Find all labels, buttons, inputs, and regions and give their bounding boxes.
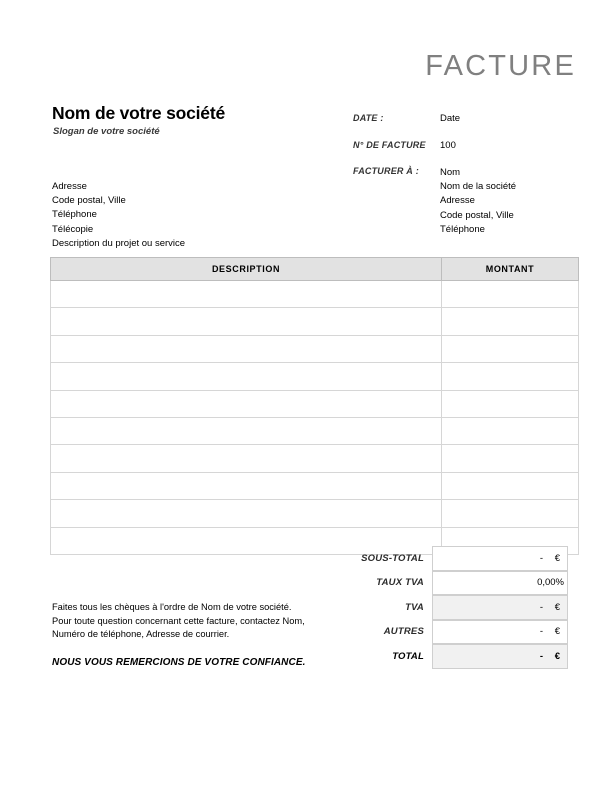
- bill-to-line: Nom de la société: [440, 181, 517, 193]
- cell-description[interactable]: [51, 335, 442, 362]
- cell-description[interactable]: [51, 390, 442, 417]
- totals-amount: -: [539, 552, 543, 564]
- table-row: [51, 308, 579, 335]
- totals-amount: -: [539, 601, 543, 613]
- totals-row: [300, 571, 576, 596]
- table-row: [51, 445, 579, 472]
- totals-value-field[interactable]: [432, 644, 568, 669]
- footer-notes: [52, 601, 305, 642]
- bill-to-line: Téléphone: [440, 223, 485, 235]
- footer-note-line: Numéro de téléphone, Adresse de courrier.: [52, 629, 230, 640]
- totals-amount: -: [539, 626, 543, 638]
- bill-to-line: Code postal, Ville: [440, 209, 514, 221]
- invoice-number-value[interactable]: 100: [440, 140, 456, 151]
- column-header-amount: MONTANT: [442, 258, 579, 281]
- totals-value-field[interactable]: [432, 595, 568, 620]
- cell-amount[interactable]: [442, 417, 579, 444]
- cell-amount[interactable]: [442, 390, 579, 417]
- cell-description[interactable]: [51, 445, 442, 472]
- thank-you-message: NOUS VOUS REMERCIONS DE VOTRE CONFIANCE.: [52, 657, 306, 668]
- totals-row: [300, 546, 576, 571]
- table-row: [51, 417, 579, 444]
- totals-amount: 0,00%: [537, 577, 564, 589]
- cell-amount[interactable]: [442, 445, 579, 472]
- bill-to-line: Nom: [440, 167, 461, 178]
- table-header-row: [51, 258, 579, 281]
- page-title: FACTURE: [425, 50, 576, 82]
- bill-to-label: FACTURER À :: [353, 166, 419, 176]
- company-slogan: Slogan de votre société: [53, 126, 160, 137]
- currency-symbol: €: [554, 626, 560, 638]
- date-value[interactable]: Date: [440, 113, 461, 124]
- totals-row: [300, 620, 576, 645]
- cell-description[interactable]: [51, 417, 442, 444]
- column-header-description: DESCRIPTION: [51, 258, 442, 281]
- cell-description[interactable]: [51, 363, 442, 390]
- totals-amount: -: [539, 650, 543, 662]
- cell-description[interactable]: [51, 308, 442, 335]
- totals-value-field[interactable]: [432, 620, 568, 645]
- table-row: [51, 335, 579, 362]
- totals-row: [300, 595, 576, 620]
- cell-amount[interactable]: [442, 308, 579, 335]
- bill-to-block[interactable]: [440, 166, 516, 237]
- cell-amount[interactable]: [442, 363, 579, 390]
- footer-note-line: Faites tous les chèques à l'ordre de Nom de votre société.: [52, 602, 292, 612]
- cell-amount[interactable]: [442, 281, 579, 308]
- totals-value-field[interactable]: [432, 571, 568, 596]
- totals-row: [300, 644, 576, 669]
- invoice-number-label: N° DE FACTURE: [353, 140, 426, 150]
- currency-symbol: €: [554, 601, 560, 613]
- currency-symbol: €: [554, 552, 560, 564]
- company-name: Nom de votre société: [52, 103, 225, 123]
- totals-label: TAUX TVA: [376, 577, 424, 589]
- date-label: DATE :: [353, 113, 384, 123]
- totals-label: TVA: [405, 601, 424, 613]
- table-row: [51, 363, 579, 390]
- table-row: [51, 281, 579, 308]
- table-row: [51, 472, 579, 499]
- currency-symbol: €: [554, 650, 560, 662]
- cell-description[interactable]: [51, 500, 442, 527]
- sender-address-line: Code postal, Ville: [52, 195, 126, 207]
- sender-address-block[interactable]: [52, 180, 126, 237]
- sender-address-line: Adresse: [52, 181, 87, 192]
- totals-value-field[interactable]: [432, 546, 568, 571]
- line-items-table: [50, 257, 579, 555]
- project-description[interactable]: Description du projet ou service: [52, 238, 186, 249]
- totals-label: SOUS-TOTAL: [361, 552, 424, 564]
- cell-description[interactable]: [51, 281, 442, 308]
- sender-address-line: Téléphone: [52, 209, 97, 221]
- totals-section: [300, 546, 576, 669]
- table-row: [51, 500, 579, 527]
- totals-label: AUTRES: [383, 626, 424, 638]
- cell-amount[interactable]: [442, 335, 579, 362]
- cell-description[interactable]: [51, 472, 442, 499]
- totals-label: TOTAL: [392, 650, 424, 662]
- sender-address-line: Télécopie: [52, 223, 94, 235]
- cell-amount[interactable]: [442, 472, 579, 499]
- cell-amount[interactable]: [442, 500, 579, 527]
- bill-to-line: Adresse: [440, 195, 475, 207]
- footer-note-line: Pour toute question concernant cette facture, contactez Nom,: [52, 615, 305, 626]
- table-row: [51, 390, 579, 417]
